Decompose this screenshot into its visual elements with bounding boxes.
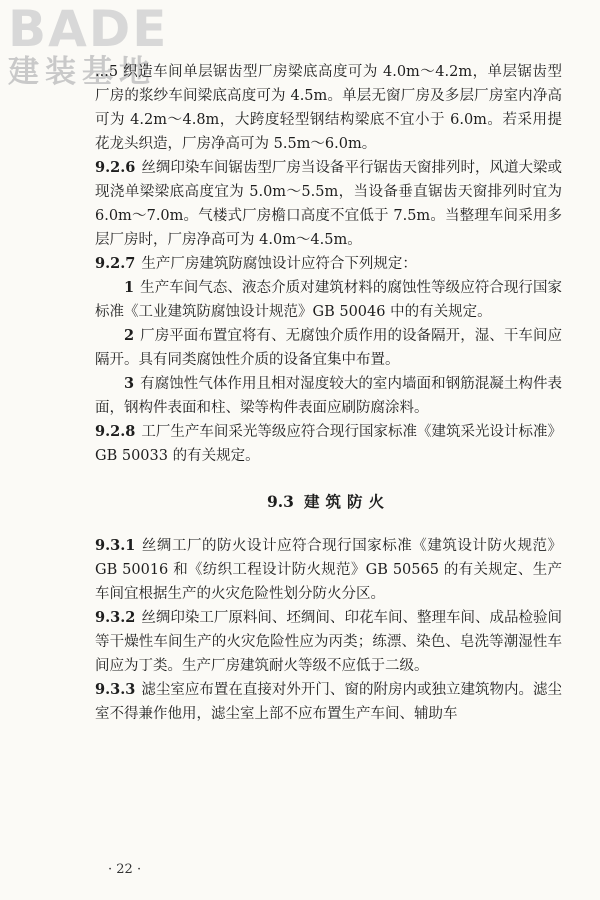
clause-number: 9.3.3 (95, 681, 136, 698)
clause-number: 9.3.1 (95, 537, 136, 554)
clause-text: 丝绸印染工厂原料间、坯绸间、印花车间、整理车间、成品检验间等干燥性车间生产的火灾危险性应为丙类；练漂、染色、皂洗等潮湿性车间应为丁类。生产厂房建筑耐火等级不应低于二级。 (95, 610, 562, 674)
section-heading (95, 490, 562, 514)
item-text: 生产车间气态、液态介质对建筑材料的腐蚀性等级应符合现行国家标准《工业建筑防腐蚀设计规范》GB 50046 中的有关规定。 (95, 280, 562, 320)
section-number: 9.3 (267, 492, 294, 511)
clause-text: 工厂生产车间采光等级应符合现行国家标准《建筑采光设计标准》GB 50033 的有关规定。 (95, 424, 562, 464)
item-number: 3 (124, 375, 135, 392)
item-1 (95, 276, 562, 324)
clause-text: 丝绸印染车间锯齿型厂房当设备平行锯齿天窗排列时，风道大梁或现浇单梁梁底高度宜为 5.0m～5.5m，当设备垂直锯齿天窗排列时宜为 6.0m～7.0m。气楼式厂房檐口高度不宜低于 7.5m。当整理车间采用多层厂房时，厂房净高可为 4.0m～4.5m。 (95, 160, 562, 248)
item-number: 2 (124, 327, 135, 344)
clause-9-2-6 (95, 156, 562, 252)
item-number: 1 (124, 279, 135, 296)
page-number: · 22 · (108, 862, 142, 877)
clause-9-3-2 (95, 606, 562, 678)
clause-number: 9.3.2 (95, 609, 136, 626)
clause-text: 丝绸工厂的防火设计应符合现行国家标准《建筑设计防火规范》GB 50016 和《纺织工程设计防火规范》GB 50565 的有关规定、生产车间宜根据生产的火灾危险性划分防火分区。 (95, 538, 562, 602)
clause-9-3-3 (95, 678, 562, 726)
clause-9-2-8 (95, 420, 562, 468)
paragraph-text: ...5 织造车间单层锯齿型厂房梁底高度可为 4.0m～4.2m，单层锯齿型厂房的浆纱车间梁底高度可为 4.5m。单层无窗厂房及多层厂房室内净高可为 4.2m～4.8m，大跨度轻型钢结构梁底不宜小于 6.0m。若采用提花龙头织造，厂房净高可为 5.5m～6.0m。 (95, 64, 562, 152)
section-title: 建筑防火 (303, 492, 390, 511)
clause-9-2-7 (95, 252, 562, 276)
document-body (95, 60, 562, 726)
item-text: 厂房平面布置宜将有、无腐蚀介质作用的设备隔开，湿、干车间应隔开。具有同类腐蚀性介质的设备宜集中布置。 (95, 328, 562, 368)
item-2 (95, 324, 562, 372)
clause-9-3-1 (95, 534, 562, 606)
clause-number: 9.2.7 (95, 255, 136, 272)
paragraph-continued (95, 60, 562, 156)
clause-number: 9.2.8 (95, 423, 136, 440)
item-text: 有腐蚀性气体作用且相对湿度较大的室内墙面和钢筋混凝土构件表面，钢构件表面和柱、梁等构件表面应刷防腐涂料。 (95, 376, 562, 416)
item-3 (95, 372, 562, 420)
clause-text: 生产厂房建筑防腐蚀设计应符合下列规定： (141, 256, 417, 272)
logo-subtitle: 建装基地 (8, 54, 156, 90)
logo-wordmark: BADE (8, 0, 169, 58)
clause-text: 滤尘室应布置在直接对外开门、窗的附房内或独立建筑物内。滤尘室不得兼作他用，滤尘室上部不应布置生产车间、辅助车 (95, 682, 562, 722)
clause-number: 9.2.6 (95, 159, 136, 176)
